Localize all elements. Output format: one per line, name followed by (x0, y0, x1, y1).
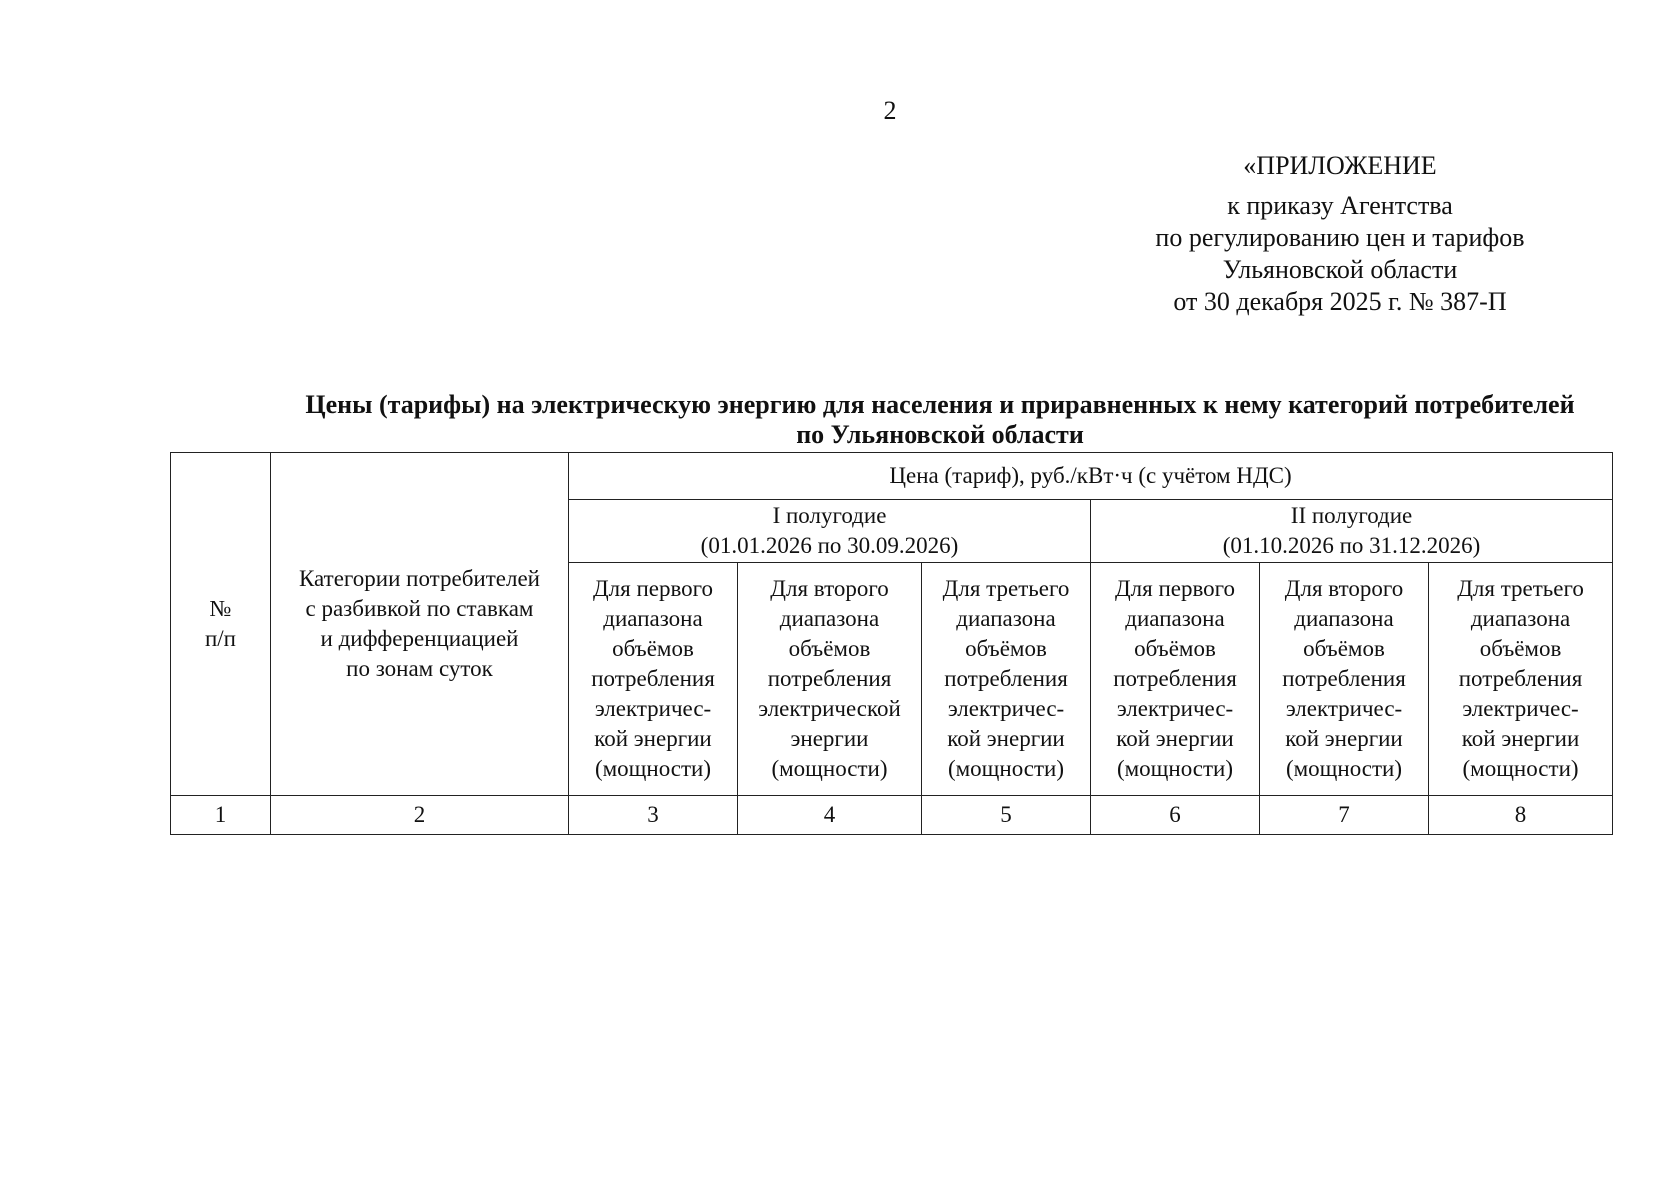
half-year-period: (01.10.2026 по 31.12.2026) (1222, 533, 1481, 558)
range-line: диапазона (1294, 606, 1394, 631)
appendix-line: Ульяновской области (1222, 255, 1458, 284)
header-range-cell (922, 563, 1091, 796)
range-line: диапазона (603, 606, 703, 631)
header-price: Цена (тариф), руб./кВт·ч (с учётом НДС) (569, 453, 1613, 500)
range-line: электричес- (1285, 696, 1403, 721)
table-index-row (171, 796, 1613, 835)
range-line: объёмов (1303, 636, 1385, 661)
range-line: электричес- (1116, 696, 1234, 721)
range-line: потребления (1458, 666, 1583, 691)
header-number-line: п/п (204, 626, 236, 651)
column-index: 3 (569, 796, 738, 835)
column-index: 1 (171, 796, 271, 835)
range-line: объёмов (1479, 636, 1562, 661)
range-line: кой энергии (947, 726, 1065, 751)
range-line: электрической (758, 696, 901, 721)
range-line: объёмов (1134, 636, 1216, 661)
range-line: потребления (1113, 666, 1237, 691)
range-line: Для первого (1114, 576, 1236, 601)
header-half-year-2 (1091, 500, 1613, 563)
range-line: кой энергии (1461, 726, 1580, 751)
header-range-cell (738, 563, 922, 796)
range-line: кой энергии (1116, 726, 1234, 751)
range-line: электричес- (947, 696, 1065, 721)
header-category-line: и дифференциацией (320, 626, 519, 651)
column-index: 4 (738, 796, 922, 835)
range-line: (мощности) (1285, 756, 1403, 781)
header-half-year-1 (569, 500, 1091, 563)
header-range-cell (1260, 563, 1429, 796)
appendix-line: к приказу Агентства (1227, 191, 1453, 220)
column-index: 2 (271, 796, 569, 835)
range-line: потребления (1282, 666, 1406, 691)
header-category-line: Категории потребителей (299, 566, 540, 591)
range-line: потребления (767, 666, 892, 691)
column-index: 6 (1091, 796, 1260, 835)
range-line: (мощности) (947, 756, 1065, 781)
half-year-label: II полугодие (1290, 503, 1413, 528)
document-title-line: по Ульяновской области (796, 420, 1084, 449)
range-line: электричес- (594, 696, 712, 721)
range-line: диапазона (1470, 606, 1571, 631)
table-header-row (171, 453, 1613, 500)
range-line: объёмов (965, 636, 1047, 661)
header-number-line: № (209, 596, 232, 621)
range-line: электричес- (1462, 696, 1579, 721)
range-line: Для третьего (1457, 576, 1584, 601)
range-line: (мощности) (1116, 756, 1234, 781)
range-line: объёмов (788, 636, 871, 661)
page-number: 2 (883, 96, 897, 125)
appendix-line: по регулированию цен и тарифов (1155, 223, 1525, 252)
header-number (171, 453, 271, 796)
range-line: диапазона (779, 606, 880, 631)
range-line: Для второго (1284, 576, 1404, 601)
appendix-block (1100, 150, 1580, 318)
column-index: 7 (1260, 796, 1429, 835)
header-category (271, 453, 569, 796)
appendix-title: «ПРИЛОЖЕНИЕ (1243, 151, 1437, 180)
header-category-line: по зонам суток (346, 656, 493, 681)
document-title-line: Цены (тарифы) на электрическую энергию для населения и приравненных к нему категорий потребителей (305, 390, 1575, 419)
range-line: диапазона (956, 606, 1056, 631)
document-title (200, 390, 1680, 450)
range-line: потребления (591, 666, 715, 691)
header-range-cell (569, 563, 738, 796)
half-year-label: I полугодие (772, 503, 887, 528)
column-index: 8 (1429, 796, 1613, 835)
header-category-line: с разбивкой по ставкам (305, 596, 534, 621)
range-line: Для первого (592, 576, 714, 601)
range-line: кой энергии (594, 726, 712, 751)
range-line: Для второго (770, 576, 889, 601)
header-range-cell (1429, 563, 1613, 796)
header-range-cell (1091, 563, 1260, 796)
range-line: потребления (944, 666, 1068, 691)
appendix-line: от 30 декабря 2025 г. № 387-П (1173, 287, 1507, 316)
range-line: кой энергии (1285, 726, 1403, 751)
tariff-table (170, 452, 1613, 835)
column-index: 5 (922, 796, 1091, 835)
range-line: диапазона (1125, 606, 1225, 631)
range-line: объёмов (612, 636, 694, 661)
range-line: (мощности) (594, 756, 712, 781)
range-line: (мощности) (1462, 756, 1579, 781)
half-year-period: (01.01.2026 по 30.09.2026) (700, 533, 959, 558)
range-line: (мощности) (771, 756, 888, 781)
range-line: энергии (790, 726, 869, 751)
range-line: Для третьего (942, 576, 1070, 601)
